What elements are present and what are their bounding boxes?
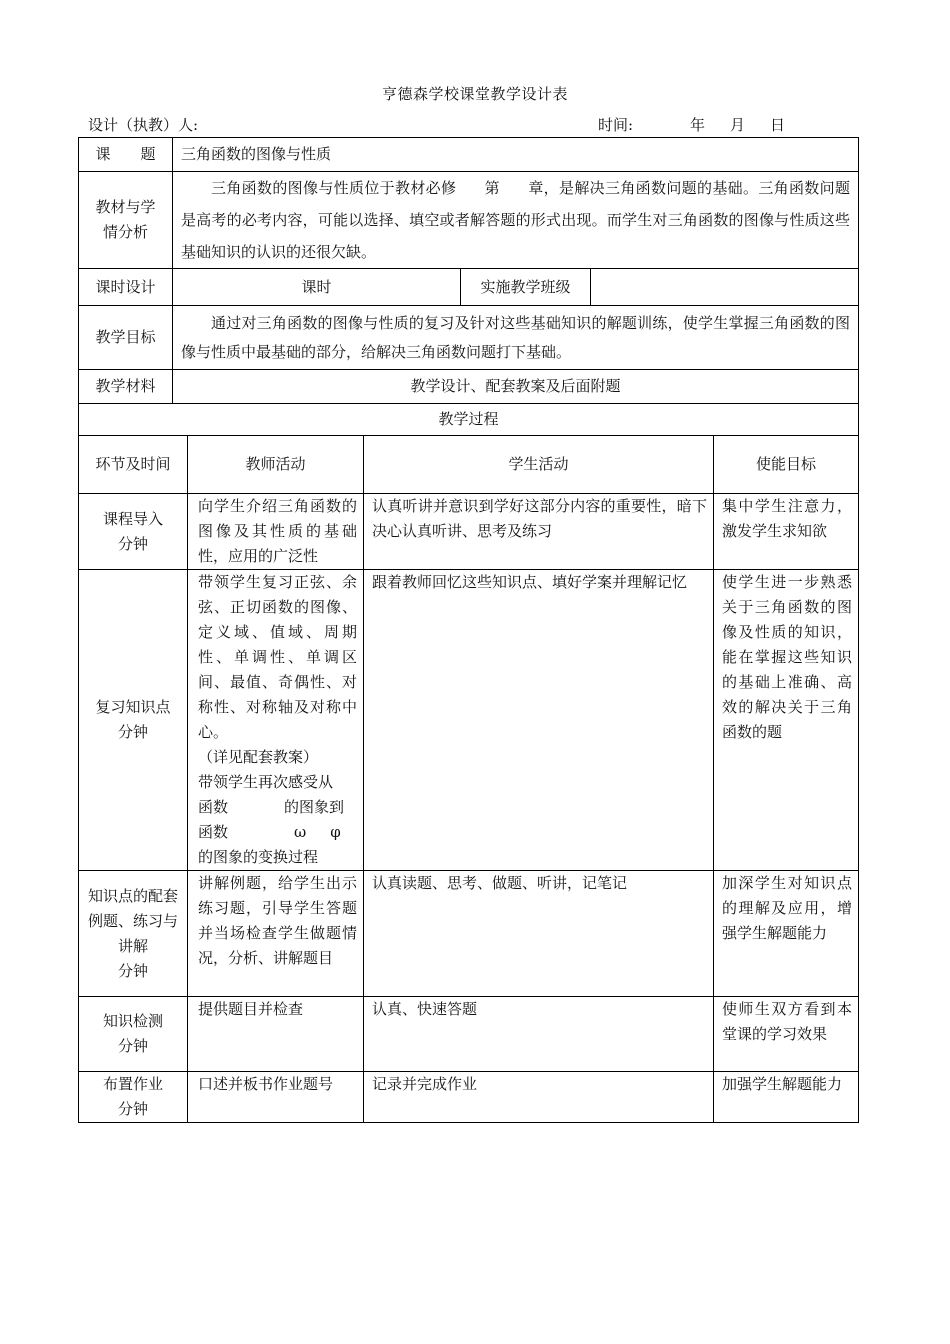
period-label: 课时设计 [79,269,173,306]
month-label: 月 [730,116,746,134]
student-activity: 认真读题、思考、做题、听讲，记笔记 [364,871,714,997]
topic-row [79,138,859,172]
function-word: 函数 [198,798,229,816]
topic-value: 三角函数的图像与性质 [173,138,859,172]
process-step-row [79,997,859,1072]
analysis-text-b: 第 [484,179,500,197]
process-step-row [79,570,859,871]
goal-row [79,306,859,370]
header-teacher: 教师活动 [188,436,364,494]
stage-duration: 分钟 [117,534,148,553]
enabling-goal: 使师生双方看到本堂课的学习效果 [714,997,859,1072]
teacher-activity-extra [198,795,357,820]
stage-name: 知识点的配套例题、练习与讲解 [87,886,178,955]
stage-duration: 分钟 [117,961,148,980]
student-activity: 认真听讲并意识到学好这部分内容的重要性，暗下决心认真听讲、思考及练习 [364,494,714,570]
year-label: 年 [690,116,706,134]
analysis-row [79,172,859,269]
header-student: 学生活动 [364,436,714,494]
student-activity: 跟着教师回忆这些知识点、填好学案并理解记忆 [364,570,714,871]
student-activity: 记录并完成作业 [364,1072,714,1123]
stage-duration: 分钟 [117,1100,148,1118]
enabling-goal: 加深学生对知识点的理解及应用，增强学生解题能力 [714,871,859,997]
enabling-goal: 使学生进一步熟悉关于三角函数的图像及性质的知识，能在掌握这些知识的基础上准确、高效的解决关于三角函数的题 [714,570,859,871]
period-row [79,269,859,306]
enabling-goal: 加强学生解题能力 [714,1072,859,1123]
analysis-label: 教材与学情分析 [79,172,173,269]
process-title: 教学过程 [79,404,859,436]
material-label: 教学材料 [79,370,173,404]
phi-symbol: φ [330,823,341,841]
process-step-row [79,494,859,570]
teacher-activity [188,570,364,871]
function-word: 函数 [198,823,229,841]
teacher-activity: 向学生介绍三角函数的图像及其性质的基础性，应用的广泛性 [188,494,364,570]
analysis-text-a: 三角函数的图像与性质位于教材必修 [211,179,457,197]
stage-cell [79,570,188,871]
stage-name: 复习知识点 [95,698,171,716]
process-step-row [79,1072,859,1123]
time-label: 时间: [598,116,634,134]
header-goal: 使能目标 [714,436,859,494]
analysis-text [173,172,859,269]
teacher-activity-main: 带领学生复习正弦、余弦、正切函数的图像、定义域、值域、周期性、单调性、单调区间、最值、奇偶性、对称性、对称轴及对称中心。 [198,573,357,741]
stage-name: 布置作业 [102,1075,163,1093]
process-header-row [79,436,859,494]
stage-duration: 分钟 [117,1037,148,1055]
stage-cell [79,871,188,997]
function-graph-text: 的图象到 [284,798,345,816]
goal-label: 教学目标 [79,306,173,370]
stage-cell [79,997,188,1072]
analysis-text-c: 章，是解决三角函数问题的基础。三角函数问题是高考的必考内容，可能以选择、填空或者解答题的形式出现。而学生对三角函数的图像与性质这些基础知识的认识的还很欠缺。 [181,179,850,261]
header-stage: 环节及时间 [79,436,188,494]
teacher-activity: 提供题目并检查 [188,997,364,1072]
stage-cell [79,494,188,570]
enabling-goal: 集中学生注意力，激发学生求知欲 [714,494,859,570]
omega-symbol: ω [294,823,307,841]
class-value [591,269,859,306]
day-label: 日 [770,116,786,134]
process-step-row [79,871,859,997]
teacher-activity-extra: 带领学生再次感受从 [198,773,334,791]
teacher-activity: 讲解例题，给学生出示练习题，引导学生答题并当场检查学生做题情况，分析、讲解题目 [188,871,364,997]
teacher-activity-extra [198,820,357,845]
teacher-activity: 口述并板书作业题号 [188,1072,364,1123]
stage-cell [79,1072,188,1123]
teacher-activity-extra: 的图象的变换过程 [198,848,319,866]
document-title: 亨德森学校课堂教学设计表 [381,85,568,103]
stage-name: 知识检测 [102,1012,163,1030]
designer-label: 设计（执教）人: [88,116,199,134]
teacher-activity-note: （详见配套教案） [198,748,319,766]
stage-name: 课程导入 [102,509,163,528]
class-label: 实施教学班级 [461,269,591,306]
student-activity: 认真、快速答题 [364,997,714,1072]
process-title-row [79,404,859,436]
period-value: 课时 [173,269,461,306]
material-row [79,370,859,404]
stage-duration: 分钟 [117,723,148,741]
goal-text: 通过对三角函数的图像与性质的复习及针对这些基础知识的解题训练，使学生掌握三角函数的图像与性质中最基础的部分，给解决三角函数问题打下基础。 [173,306,859,370]
lesson-plan-table [78,137,859,1123]
topic-label: 课 题 [79,138,173,172]
material-value: 教学设计、配套教案及后面附题 [173,370,859,404]
